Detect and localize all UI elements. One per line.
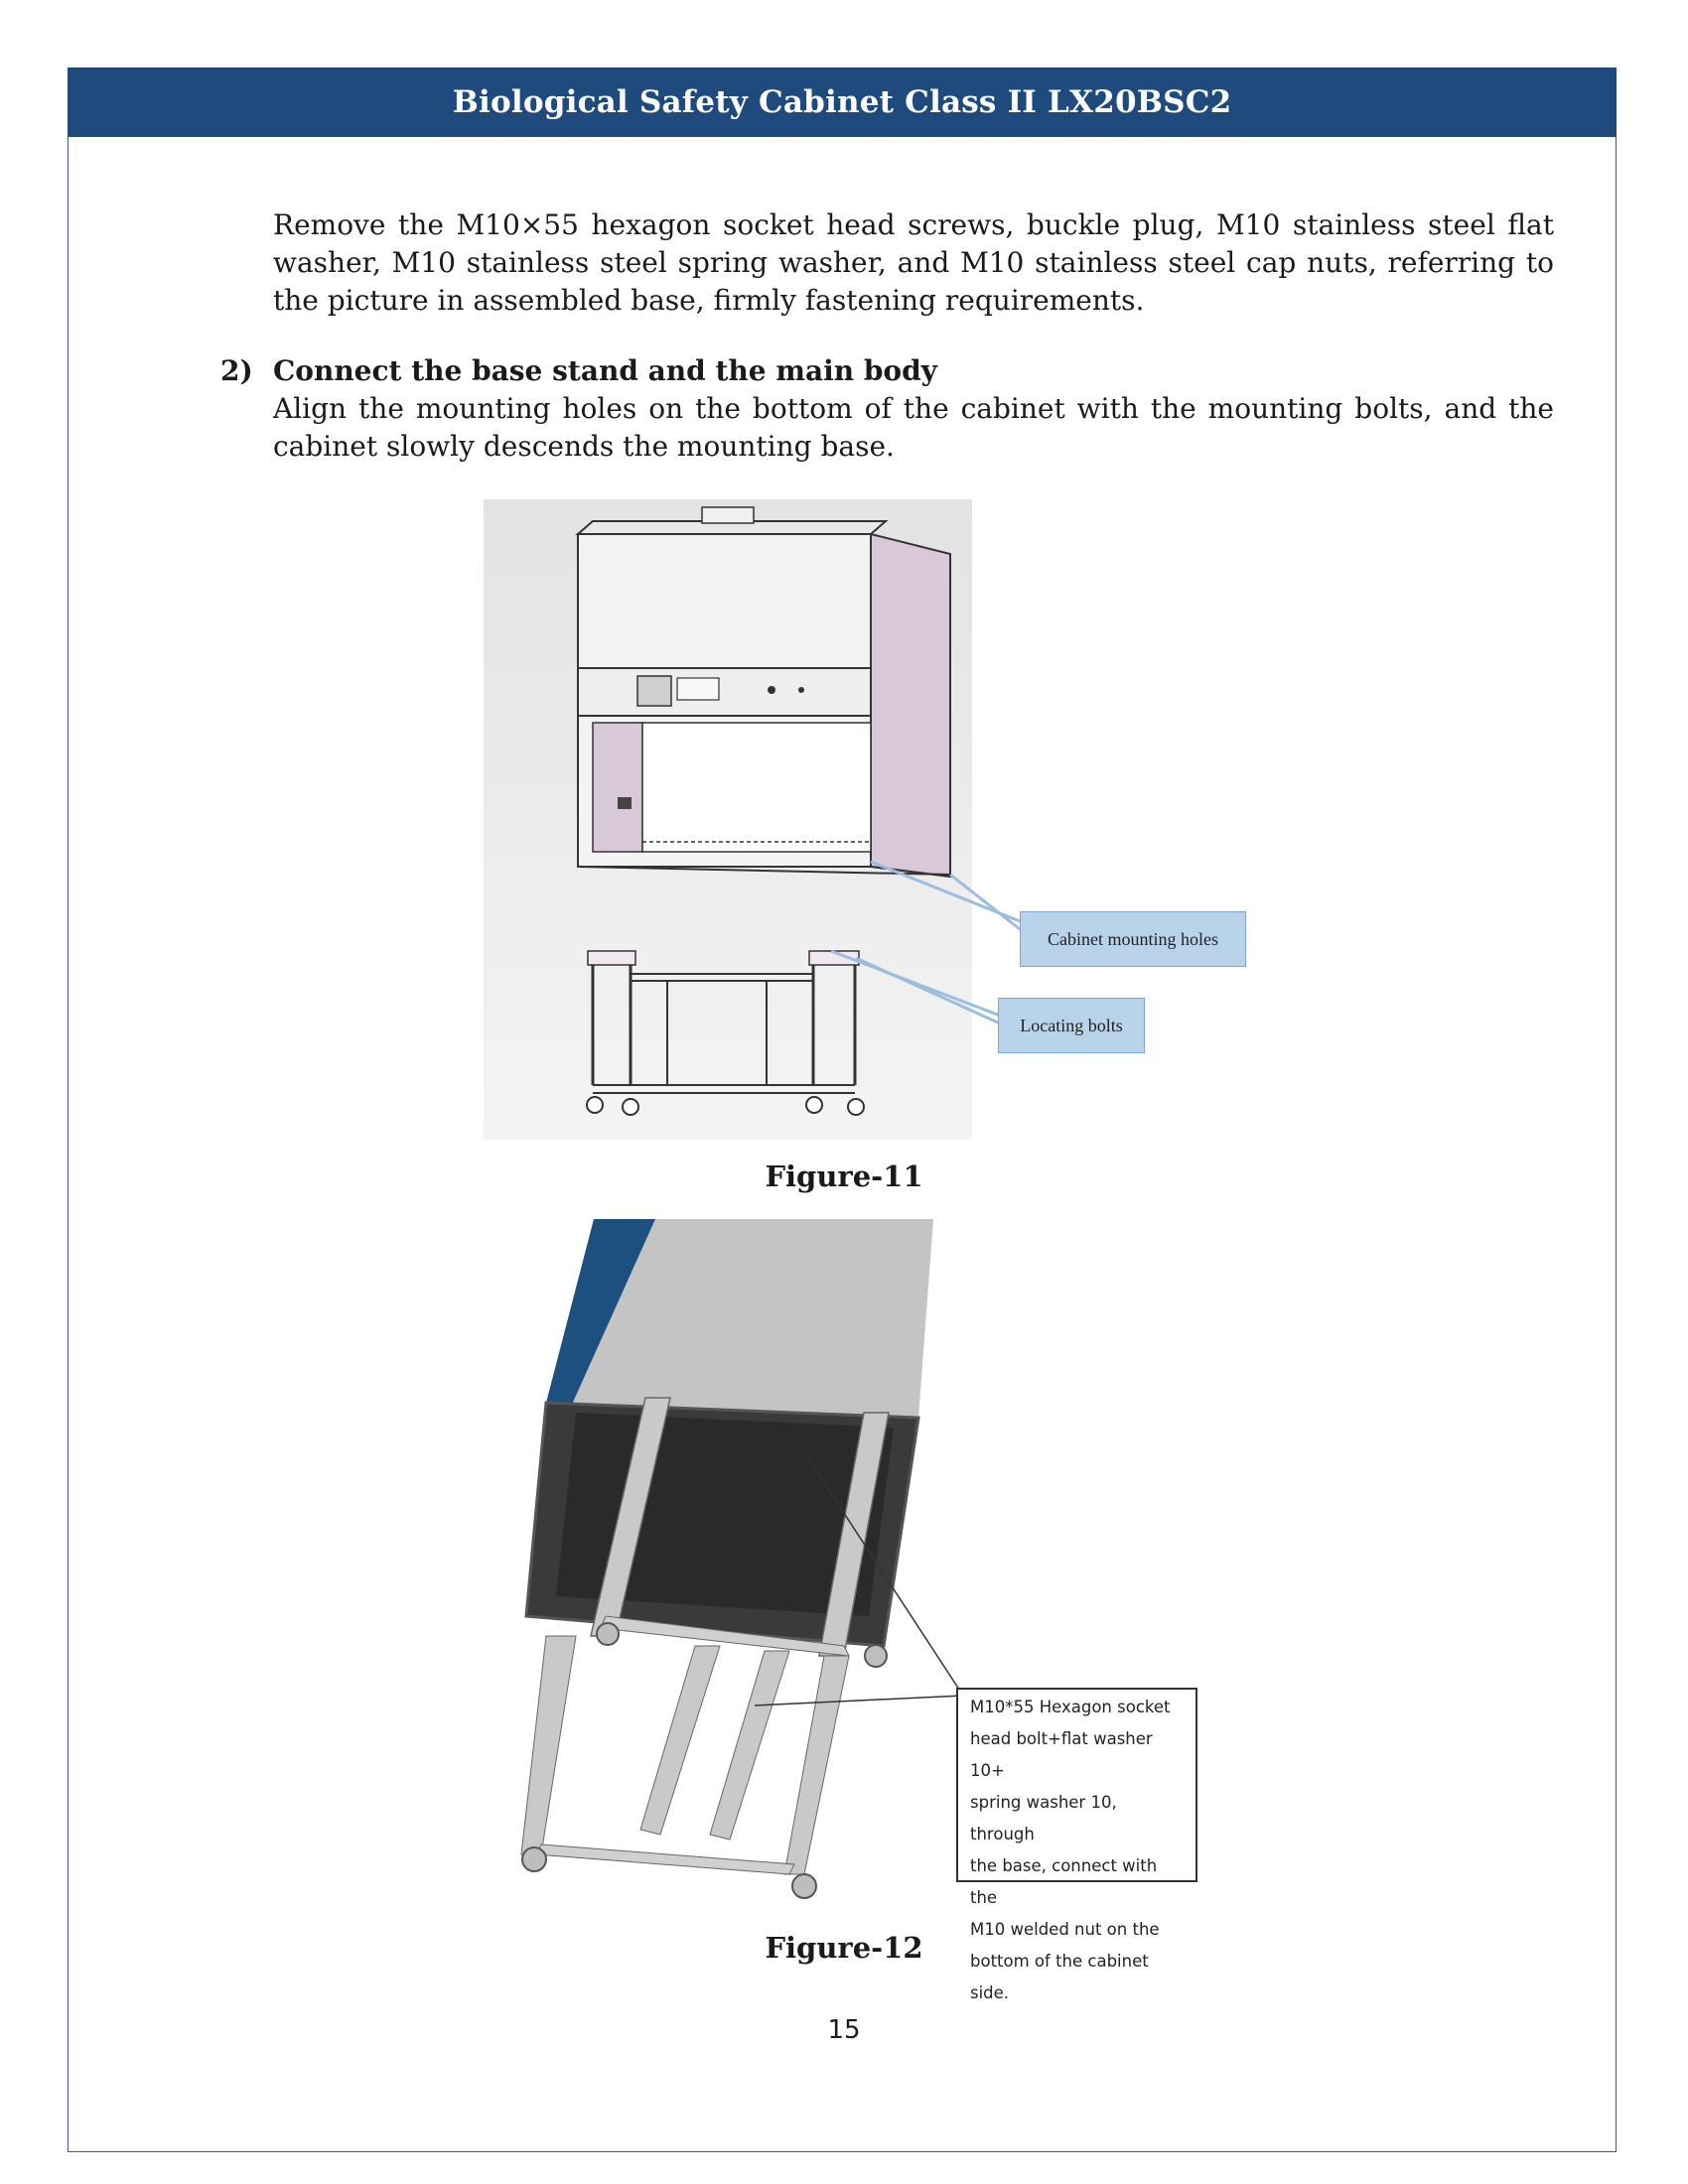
document-title: Biological Safety Cabinet Class II LX20BSC2: [452, 84, 1232, 120]
figure-11-caption: Figure-11: [765, 1160, 923, 1193]
note-line: spring washer 10, through: [970, 1793, 1117, 1843]
step-number: 2): [220, 354, 253, 387]
page-number: 15: [827, 2015, 861, 2045]
callout-cabinet-mounting-holes: Cabinet mounting holes: [1020, 911, 1246, 967]
step-heading: Connect the base stand and the main body: [273, 354, 937, 387]
callout-locating-bolts: Locating bolts: [998, 998, 1145, 1053]
note-line: M10*55 Hexagon socket: [970, 1698, 1171, 1716]
header-bar: [68, 68, 1617, 137]
intro-paragraph: Remove the M10×55 hexagon socket head screws, buckle plug, M10 stainless steel flat washer, M10 stainless steel spring washer, and M10 stainless steel cap nuts, referring to the picture in assembled base, firmly fastening requirements.: [273, 208, 1554, 317]
note-line: M10 welded nut on the: [970, 1920, 1160, 1939]
note-hexagon-bolt: [956, 1688, 1197, 2002]
note-line: the base, connect with the: [970, 1856, 1158, 1907]
step-paragraph: Align the mounting holes on the bottom of the cabinet with the mounting bolts, and the cabinet slowly descends the mounting base.: [273, 392, 1554, 463]
note-line: bottom of the cabinet side.: [970, 1952, 1149, 2002]
note-line: head bolt+flat washer 10+: [970, 1729, 1153, 1780]
figure-12-caption: Figure-12: [765, 1931, 923, 1965]
